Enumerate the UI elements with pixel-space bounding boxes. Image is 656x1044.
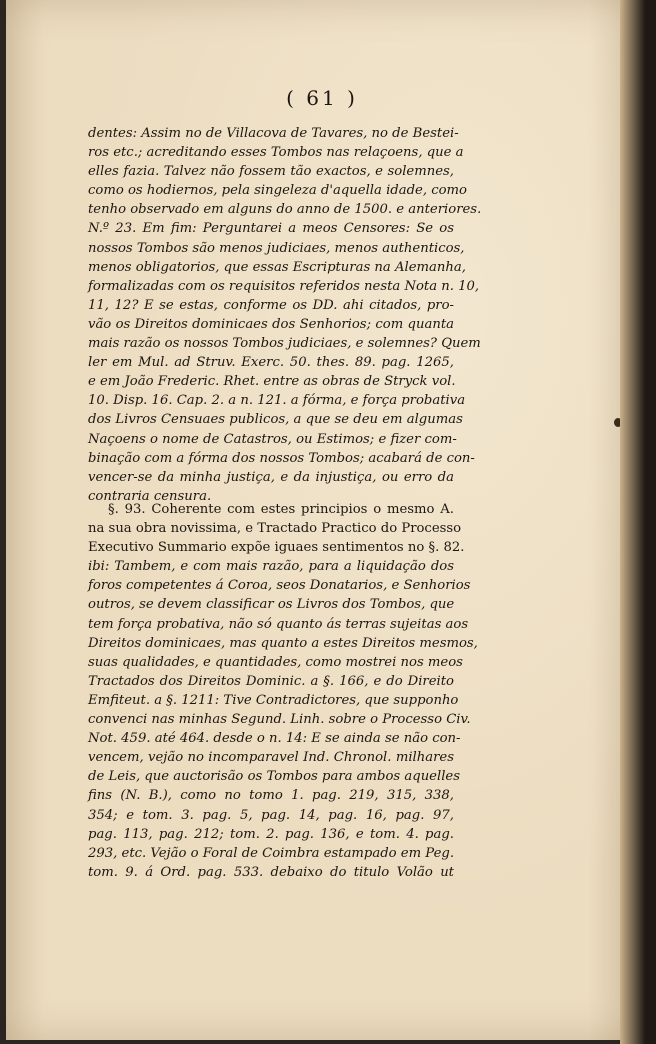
torn-page-edge <box>620 0 656 1044</box>
text-line: tenho observado em alguns do anno de 1500. e anteriores. <box>88 202 482 218</box>
text-line: mais razão os nossos Tombos judiciaes, e solemnes? Quem <box>88 336 481 352</box>
text-line: menos obligatorios, que essas Escripturas na Alemanha, <box>88 259 466 275</box>
text-line: 354; e tom. 3. pag. 5, pag. 14, pag. 16, pag. 97, <box>88 807 454 823</box>
text-line: de Leis, que auctorisão os Tombos para ambos aquelles <box>88 769 460 785</box>
text-line: como os hodiernos, pela singeleza d'aquella idade, como <box>88 183 467 199</box>
text-line: Naçoens o nome de Catastros, ou Estimos; e fizer com- <box>88 431 457 447</box>
text-line: dos Livros Censuaes publicos, a que se deu em algumas <box>88 412 463 428</box>
text-line: e em João Frederic. Rhet. entre as obras de Stryck vol. <box>88 374 456 390</box>
text-line: pag. 113, pag. 212; tom. 2. pag. 136, e tom. 4. pag. <box>88 826 454 842</box>
text-line: Tractados dos Direitos Dominic. a §. 166, e do Direito <box>88 673 454 689</box>
text-line: na sua obra novissima, e Tractado Practico do Processo <box>88 521 462 537</box>
text-line: 11, 12? E se estas, conforme os DD. ahi citados, pro- <box>88 297 454 313</box>
text-line: §. 93. Coherente com estes principios o mesmo A. <box>108 502 454 517</box>
text-line: dentes: Assim no de Villacova de Tavares, no de Bestei- <box>88 126 459 141</box>
text-line: binação com a fórma dos nossos Tombos; acabará de con- <box>88 450 475 466</box>
text-line: 10. Disp. 16. Cap. 2. a n. 121. a fórma, e força probativa <box>88 393 466 409</box>
text-line: formalizadas com os requisitos referidos nesta Nota n. 10, <box>88 278 480 294</box>
page-number: ( 61 ) <box>286 86 358 110</box>
text-line: tem força probativa, não só quanto ás terras sujeitas aos <box>88 616 469 632</box>
text-line: contraria censura. <box>88 488 212 504</box>
text-line: 293, etc. Vejão o Foral de Coimbra estampado em Peg. <box>88 845 455 861</box>
text-line: fins (N. B.), como no tomo 1. pag. 219, 315, 338, <box>88 788 454 804</box>
paragraph-section-93 <box>88 500 478 882</box>
text-line: ibi: Tambem, e com mais razão, para a liquidação dos <box>88 559 454 575</box>
book-page <box>6 0 638 1040</box>
text-line: suas qualidades, e quantidades, como mostrei nos meos <box>88 654 463 670</box>
text-line: convenci nas minhas Segund. Linh. sobre o Processo Civ. <box>88 712 471 728</box>
paragraph-note-continuation <box>88 124 482 506</box>
text-line: tom. 9. á Ord. pag. 533. debaixo do titulo Volão ut <box>88 864 454 880</box>
text-line: foros competentes á Coroa, seos Donatarios, e Senhorios <box>88 578 471 594</box>
text-line: vencem, vejão no incomparavel Ind. Chronol. milhares <box>88 750 454 766</box>
text-line: vencer-se da minha justiça, e da injustiça, ou erro da <box>88 469 454 485</box>
text-line: Emfiteut. a §. 1211: Tive Contradictores, que supponho <box>88 692 459 708</box>
text-line: Direitos dominicaes, mas quanto a estes Direitos mesmos, <box>88 635 478 651</box>
text-line: vão os Direitos dominicaes dos Senhorios; com quanta <box>88 316 454 332</box>
text-line: nossos Tombos são menos judiciaes, menos authenticos, <box>88 240 465 256</box>
text-line: ros etc.; acreditando esses Tombos nas relaçoens, que a <box>88 145 464 161</box>
text-line: outros, se devem classificar os Livros dos Tombos, que <box>88 597 455 613</box>
text-line: ler em Mul. ad Struv. Exerc. 50. thes. 89. pag. 1265, <box>88 355 454 371</box>
text-line: Not. 459. até 464. desde o n. 14: E se ainda se não con- <box>88 731 461 747</box>
text-line: elles fazia. Talvez não fossem tão exactos, e solemnes, <box>88 164 454 180</box>
text-line: Executivo Summario expõe iguaes sentimentos no §. 82. <box>88 540 465 556</box>
text-line: N.º 23. Em fim: Perguntarei a meos Censores: Se os <box>88 221 454 237</box>
